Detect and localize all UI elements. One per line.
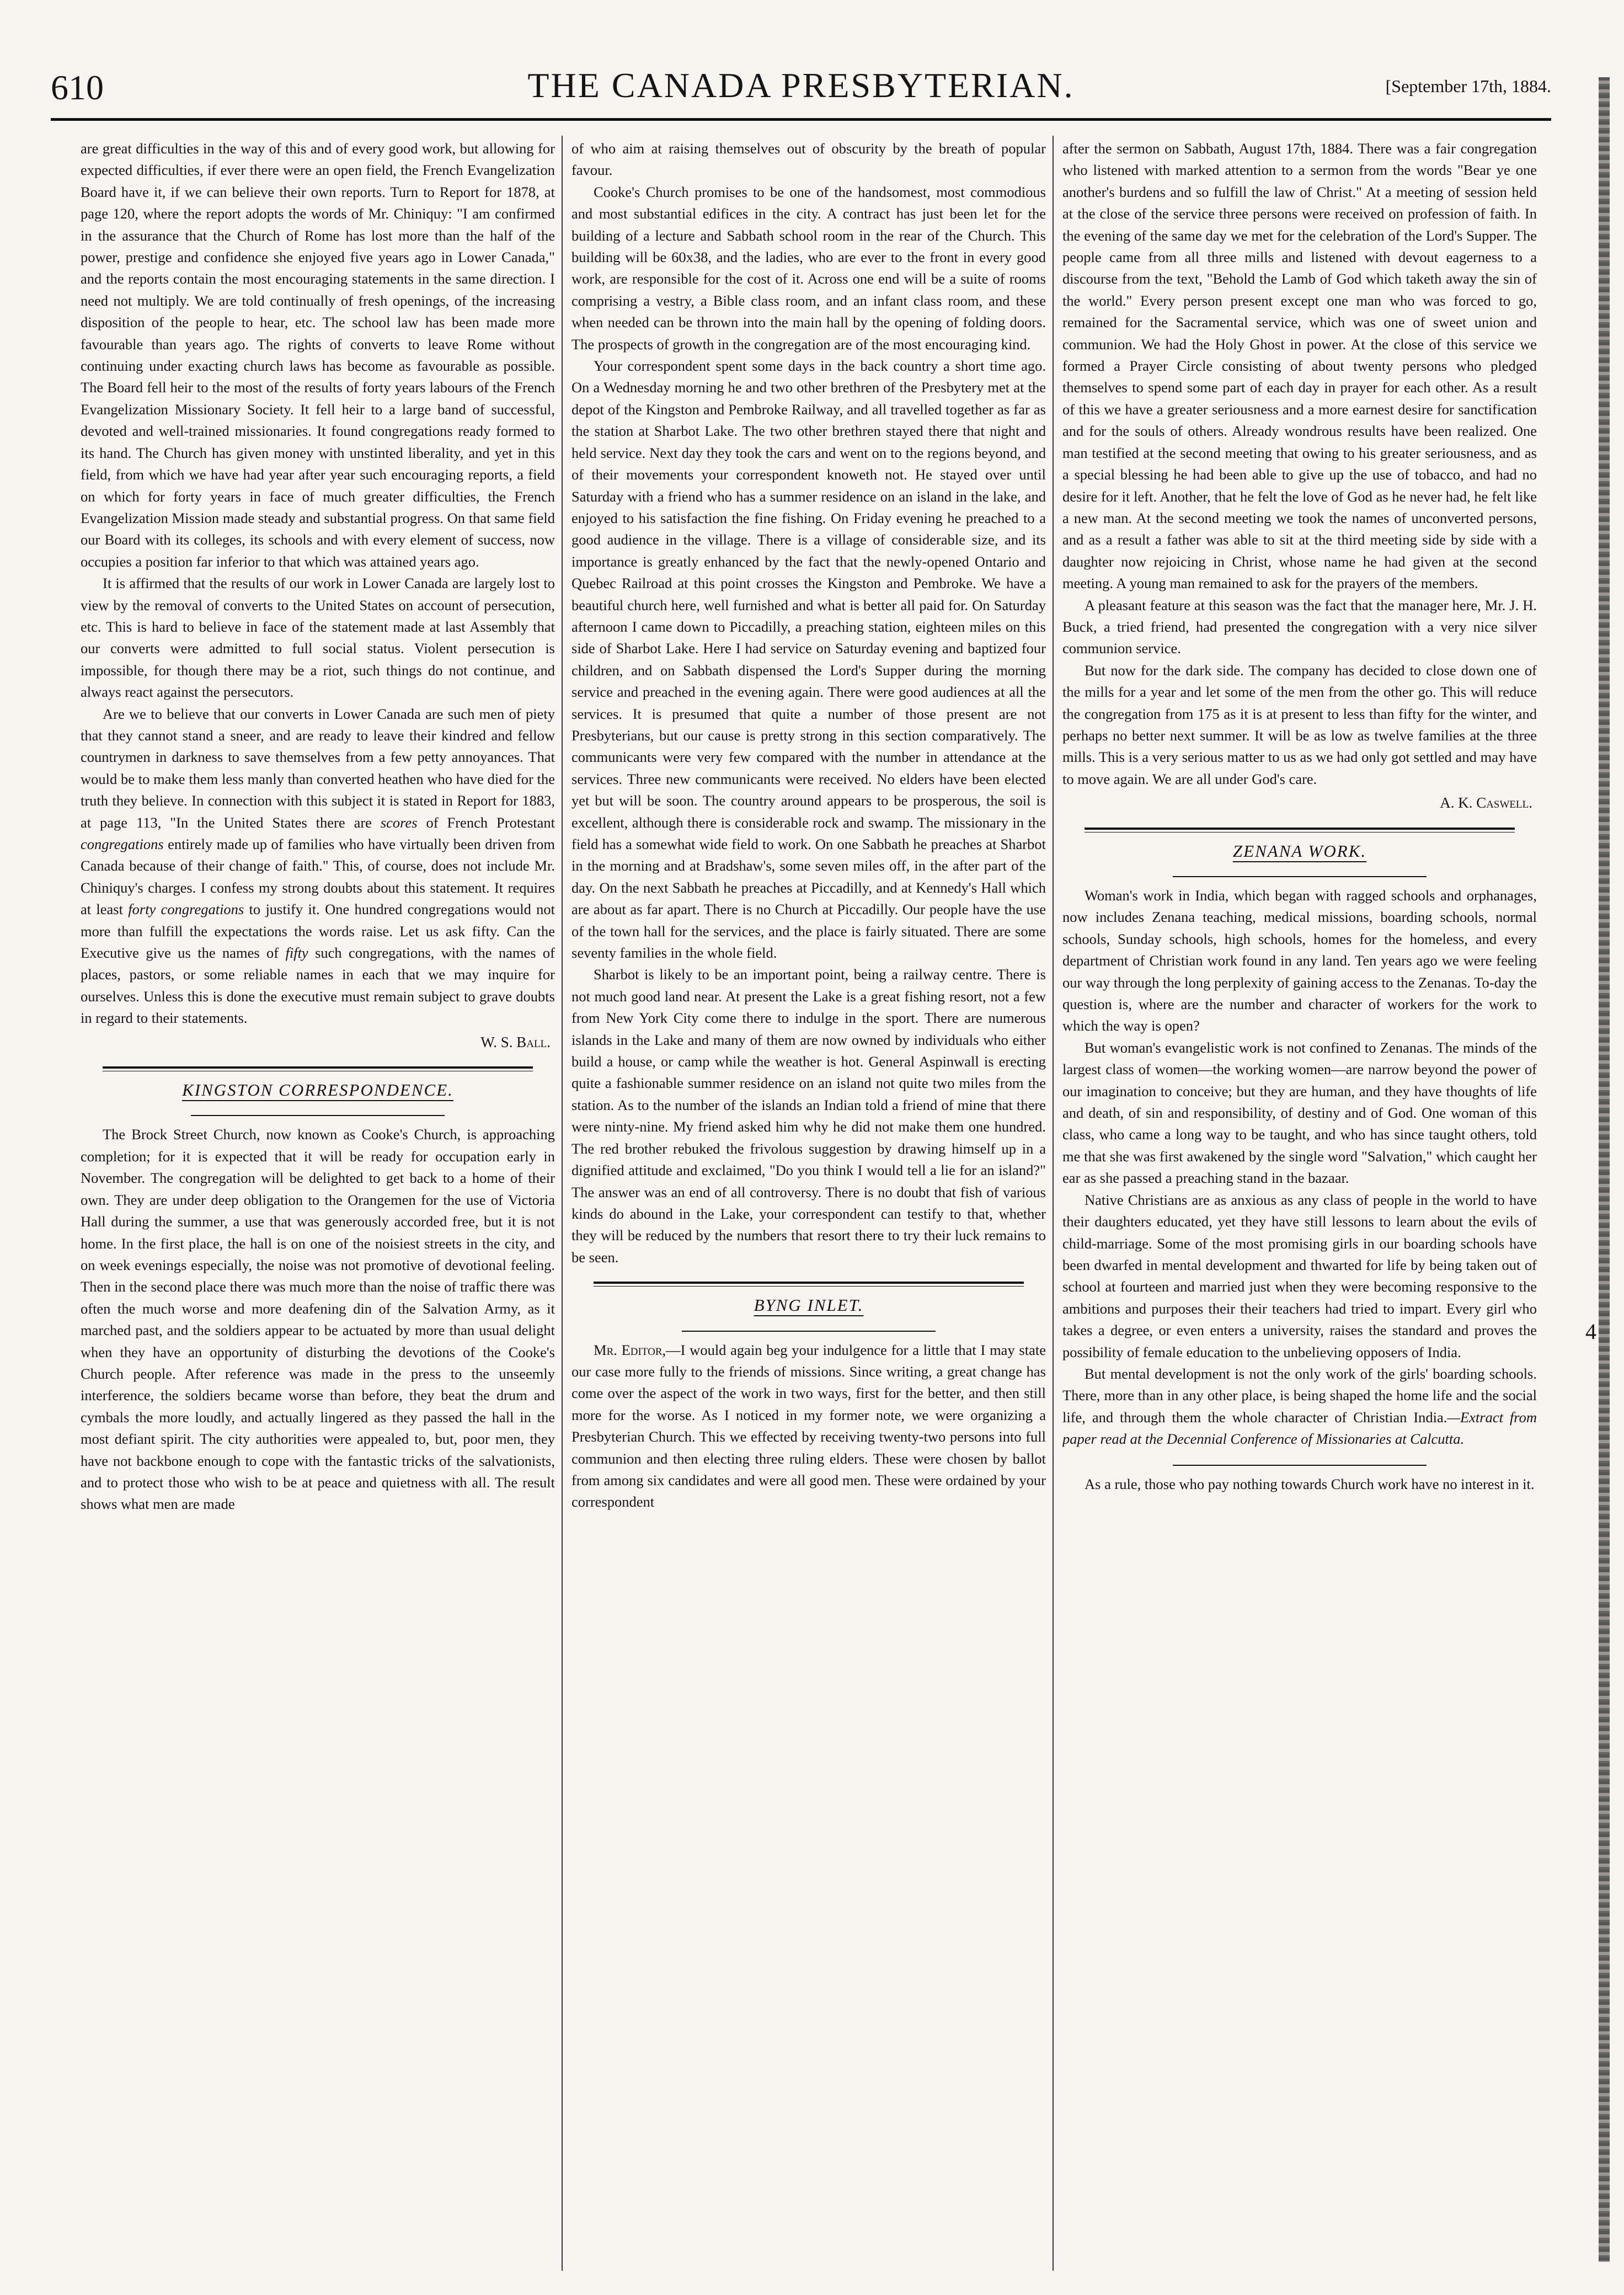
text-run: Are we to believe that our converts in Lower Canada are such men of piety that they cannot stand a sneer, and are ready to leave their kindred and fellow countrymen in darkness to save themselves from a few petty annoyances. That would be to make them less manly than converted heathen who have died for the truth they believe. In connection with this subject it is stated in Report for 1883, at page 113, "In the United States there are <box>81 705 555 831</box>
issue-date: [September 17th, 1884. <box>1385 76 1551 96</box>
paragraph: of who aim at raising themselves out of obscurity by the breath of popular favour. <box>571 140 1046 179</box>
masthead-title: THE CANADA PRESBYTERIAN. <box>527 66 1075 105</box>
column-2 <box>571 138 1046 2267</box>
paragraph: It is affirmed that the results of our work in Lower Canada are largely lost to view by the removal of converts to the United States on account of persecution, etc. This is hard to believe in face of the statement made at last Assembly that our converts were admitted to full social status. Violent persecution is impossible, for though there may be a riot, such things do not continue, and always react against the persecutors. <box>81 575 555 701</box>
title-rule <box>1173 876 1427 877</box>
column-divider <box>1053 136 1054 2271</box>
paragraph: As a rule, those who pay nothing towards Church work have no interest in it. <box>1085 1475 1535 1492</box>
title-rule <box>682 1331 936 1332</box>
text-run: of French Protestant <box>417 814 555 831</box>
text-run: such congregations, with the names of places, pastors, or some reliable names in each that we may inquire for ourselves. Unless this is done the executive must remain subject to grave doubts in regard to their statements. <box>81 944 555 1027</box>
text-run: to justify it. One hundred congregations would not more than fulfill the expectations the words raise. Let us ask fifty. Can the Executive give us the names of <box>81 901 555 962</box>
page-number: 610 <box>51 68 104 107</box>
signature: A. K. Caswell. <box>1440 794 1532 812</box>
paragraph <box>1062 1363 1537 1450</box>
margin-mark: 4 <box>1585 1319 1596 1344</box>
column-divider <box>562 136 563 2271</box>
italic-run: forty congregations <box>128 901 244 918</box>
paragraph: Your correspondent spent some days in the back country a short time ago. On a Wednesday morning he and two other brethren of the Presbytery met at the depot of the Kingston and Pembroke Railway, and all travelled together as far as the station at Sharbot Lake. The two other brethren stayed there that night and held service. Next day they took the cars and went on to the regions beyond, and of their movements your correspondent knoweth not. He stayed over until Saturday with a friend who has a summer residence on an island in the lake, and enjoyed to his satisfaction the fine fishing. On Friday evening he preached to a good audience in the village. There is a village of considerable size, and its importance is greatly enhanced by the fact that the newly-opened Ontario and Quebec Railroad at this point crosses the Kingston and Pembroke. We have a beautiful church here, well furnished and what is better all paid for. On Saturday afternoon I came down to Piccadilly, a preaching station, eighteen miles on this side of Sharbot Lake. Here I had service on Saturday evening and baptized four children, and on Sabbath dispensed the Lord's Supper during the morning service and preached in the evening again. There were good audiences at all the services. It is presumed that quite a number of those present are not Presbyterians, but our cause is pretty strong in this section comparatively. The communicants were very few compared with the number in attendance at the services. Three new communicants were received. No elders have been elected yet but will be soon. The country around appears to be prosperous, the soil is excellent, although there is considerable rock and swamp. The missionary in the field has a somewhat wide field to work. On one Sabbath he preaches at Sharbot in the morning and at Bradshaw's, some seven miles off, in the after part of the day. On the next Sabbath he preaches at Piccadilly, and at Kennedy's Hall which are about as far apart. There is no Church at Piccadilly. Our people have the use of the town hall for the services, and the place is fairly situated. There are some seventy families in the whole field. <box>571 357 1046 962</box>
italic-run: fifty <box>285 944 308 962</box>
section-title: BYNG INLET. <box>754 1295 864 1315</box>
signature: W. S. Ball. <box>480 1033 551 1050</box>
section-title: KINGSTON CORRESPONDENCE. <box>182 1080 453 1100</box>
title-rule <box>191 1115 445 1116</box>
paragraph: A pleasant feature at this season was the fact that the manager here, Mr. J. H. Buck, a tried friend, had presented the congregation with a very nice silver communion service. <box>1062 596 1537 657</box>
paragraph: Sharbot is likely to be an important point, being a railway centre. There is not much good land near. At present the Lake is a great fishing resort, not a few from New York City come there to indulge in the sport. There are numerous islands in the Lake and many of them are now owned by individuals who either build a house, or camp while the weather is hot. General Aspinwall is erecting quite a fashionable summer residence on an island not quite two miles from the station. As to the number of the islands an Indian told a friend of mine that there were ninty-nine. My friend asked him why he did not make them one hundred. The red brother rebuked the frivolous suggestion by drawing himself up in a dignified attitude and exclaimed, "Do you think I would tell a lie for an island?" The answer was an end of all controversy. There is no doubt that fish of various kinds do abound in the Lake, your correspondent can testify to that, whether they will be reduced by the numbers that resort there to try their luck remains to be seen. <box>571 966 1046 1266</box>
paragraph: But now for the dark side. The company has decided to close down one of the mills for a year and let some of the men from the other go. This will reduce the congregation from 175 as it is at present to less than fifty for the winter, and perhaps no better next summer. It will be as low as twelve families at the three mills. This is a very serious matter to us as we had only got settled and may have to move again. We are all under God's care. <box>1062 661 1537 787</box>
paragraph <box>81 703 555 1029</box>
paragraph: after the sermon on Sabbath, August 17th, 1884. There was a fair congregation who listened with marked attention to a sermon from the words "Bear ye one another's burdens and so fulfill the law of Christ." At a meeting of session held at the close of the service three persons were received on profession of faith. In the evening of the same day we met for the celebration of the Lord's Supper. The people came from all three mills and listened with devout eagerness to a discourse from the text, "Behold the Lamb of God which taketh away the sin of the world." Every person present except one man who was forced to go, remained for the Sacramental service, which was one of sweet union and communion. We had the Holy Ghost in power. At the close of this service we formed a Prayer Circle consisting of about twenty persons who pledged themselves to spend some part of each day in prayer for each other. As a result of this we have a greater seriousness and a more earnest desire for sanctification and for the souls of others. Already wondrous results have been realized. One man testified at the second meeting that owing to his greater seriousness, and as a special blessing he had been able to give up the use of tobacco, and had no desire for it left. Another, that he felt the love of God as he never had, he felt like a new man. At the second meeting we took the names of unconverted persons, and as a result a father was able to sit at the third meeting side by side with a daughter now rejoicing in Christ, whose name he had given at the second meeting. A young man remained to ask for the prayers of the members. <box>1062 140 1537 592</box>
paragraph: are great difficulties in the way of this and of every good work, but allowing for expected difficulties, if ever there were an open field, the French Evangelization Board have it, if we can believe their own reports. Turn to Report for 1878, at page 120, where the report adopts the words of Mr. Chiniquy: "I am confirmed in the assurance that the Church of Rome has lost more than the half of the power, prestige and confidence she enjoyed five years ago in Lower Canada," and the reports contain the most encouraging statements in the same direction. I need not multiply. We are told continually of fresh openings, of the increasing disposition of the people to hear, etc. The school law has been made more favourable than years ago. The rights of converts to leave Rome without continuing under exacting church laws has become as favourable as possible. The Board fell heir to the most of the results of forty years labours of the French Evangelization Missionary Society. It fell heir to a large band of successful, devoted and well-trained missionaries. It found congregations ready formed to its hand. The Church has given money with unstinted liberality, and yet in this field, from which we have had year after year such encouraging reports, a field on which for forty years in face of much greater difficulties, the French Evangelization Mission made steady and substantial progress. On that same field our Board with its colleges, its schools and with every element of success, now occupies a position far inferior to that which was attained years ago. <box>81 140 555 570</box>
italic-run: scores <box>380 814 418 831</box>
paragraph: Woman's work in India, which began with ragged schools and orphanages, now includes Zenana teaching, medical missions, boarding schools, normal schools, Sunday schools, high schools, homes for the homeless, and every department of Christian work found in any land. Ten years ago we were feeling our way through the long perplexity of gaining access to the Zenanas. To-day the question is, where are the number and character of workers for the work to which the way is open? <box>1062 887 1537 1034</box>
page-header <box>51 65 1551 115</box>
salutation: Mr. Editor, <box>594 1341 666 1358</box>
column-3 <box>1062 138 1537 2267</box>
section-title: ZENANA WORK. <box>1232 841 1367 861</box>
extract-citation: —Extract from paper read at the Decennial Conference of Missionaries at Calcutta. <box>1062 1408 1537 1448</box>
section-rule <box>594 1282 1024 1287</box>
header-rule <box>51 118 1551 121</box>
column-1 <box>81 138 555 2267</box>
italic-run: congregations <box>81 836 164 852</box>
section-rule <box>1085 828 1515 832</box>
scan-edge <box>1599 77 1610 2262</box>
text-run: But mental development is not the only work of the girls' boarding schools. There, more than in any other place, is being shaped the home life and the social life, and through them the whole character of Christian India. <box>1062 1365 1537 1426</box>
paragraph <box>571 1339 1046 1513</box>
section-rule <box>103 1066 533 1071</box>
section-rule <box>1173 1465 1427 1466</box>
paragraph: Native Christians are as anxious as any class of people in the world to have their daughters educated, yet they have still lessons to learn about the evils of child-marriage. Some of the most promising girls in our boarding schools have been dwarfed in mental development and thwarted for life by being taken out of school at fourteen and married just when they were becoming responsive to the ambitions and purposes their their teachers had tried to impart. Every girl who takes a degree, or even enters a university, raises the standard and proves the possibility of female education to the unbelieving opposers of India. <box>1062 1191 1537 1360</box>
text-run: entirely made up of families who have virtually been driven from Canada because of their change of faith." This, of course, does not include Mr. Chiniquy's charges. I confess my strong doubts about this statement. It requires at least <box>81 836 555 918</box>
paragraph: But woman's evangelistic work is not confined to Zenanas. The minds of the largest class of women—the working women—are narrow beyond the power of our imagination to conceive; but they are human, and they have thoughts of life and death, of sin and responsibility, of destiny and of God. One woman of this class, who came a long way to be taught, and who has since taught others, told me that she was first awakened by the single word "Salvation," which caught her ear as she passed a preaching stand in the bazaar. <box>1062 1039 1537 1187</box>
paragraph: Cooke's Church promises to be one of the handsomest, most commodious and most substantial edifices in the city. A contract has just been let for the building of a lecture and Sabbath school room in the rear of the Church. This building will be 60x38, and the ladies, who are ever to the front in every good work, are responsible for the cost of it. Across one end will be a suite of rooms comprising a vestry, a Bible class room, and an infant class room, and these when needed can be thrown into the main hall by the opening of folding doors. The prospects of growth in the congregation are of the most encouraging kind. <box>571 183 1046 353</box>
text-run: —I would again beg your indulgence for a little that I may state our case more fully to the friends of missions. Since writing, a great change has come over the aspect of the work in two ways, first for the better, and then still more for the worse. As I noticed in my former note, we were organizing a Presbyterian Church. This we effected by receiving twenty-two persons into full communion and then electing three ruling elders. These were chosen by ballot from among six candidates and were all good men. These were ordained by your correspondent <box>571 1341 1046 1511</box>
paragraph: The Brock Street Church, now known as Cooke's Church, is approaching completion; for it is expected that it will be ready for occupation early in November. The congregation will be delighted to get back to a home of their own. They are under deep obligation to the Orangemen for the use of Victoria Hall during the summer, a use that was generously accorded free, but it is not home. In the first place, the hall is on one of the noisiest streets in the city, and on week evenings especially, the noise was not promotive of devotional feeling. Then in the second place there was much more than the noise of traffic there was often the much worse and more deafening din of the Salvation Army, as it marched past, and the soldiers appear to be actuated by more than usual delight when they have an opportunity of disturbing the devotions of the Cooke's Church people. After reference was made in the press to the unseemly interference, the soldiers became worse than before, they beat the drum and cymbals the more loudly, and actually lingered as they passed the hall in the most defiant spirit. The city authorities were appealed to, but, poor men, they have not backbone enough to cope with the fantastic tricks of the salvationists, and to protect those who wish to be at peace and quietness with all. The result shows what men are made <box>81 1126 555 1513</box>
